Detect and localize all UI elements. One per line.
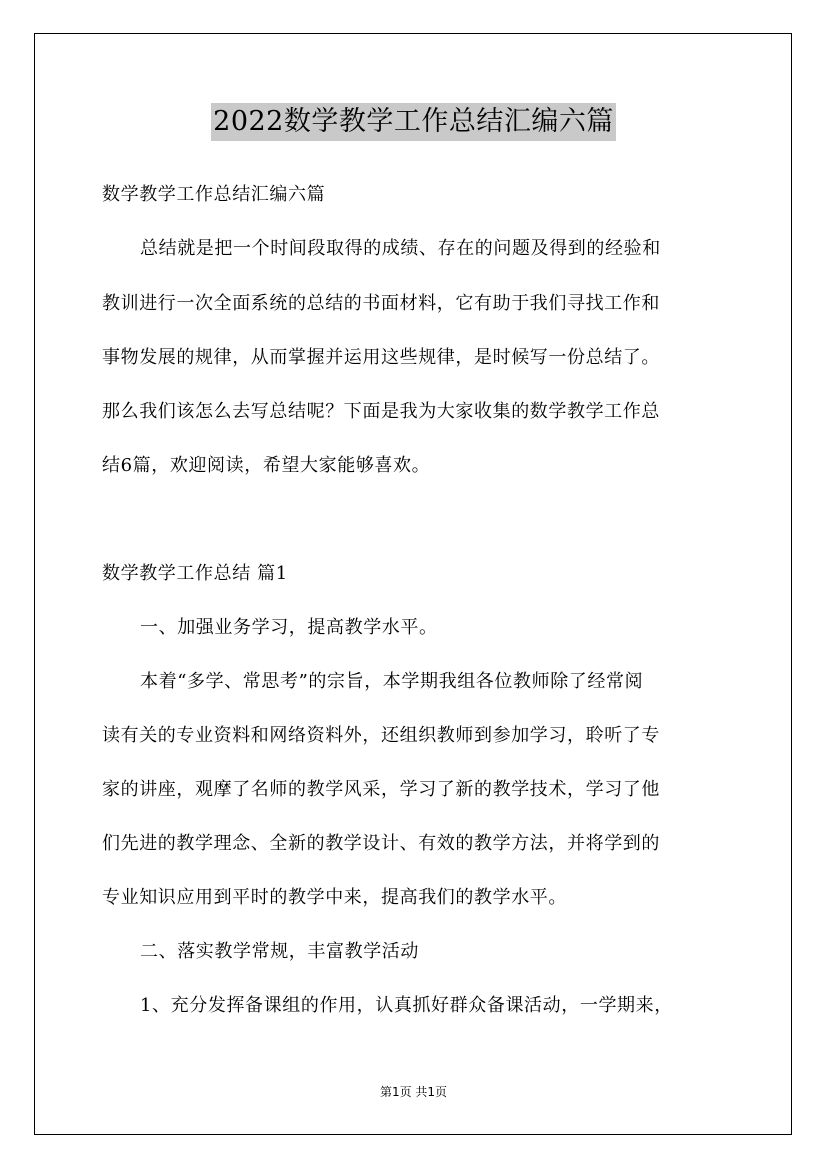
document-subtitle: 数学教学工作总结汇编六篇 [102,184,326,205]
point1-line-1: 本着“多学、常思考”的宗旨，本学期我组各位教师除了经常阅 [140,671,644,692]
intro-line-3: 事物发展的规律，从而掌握并运用这些规律，是时候写一份总结了。 [102,347,660,368]
page-footer: 第1页 共1页 [379,1085,448,1099]
intro-line-2: 教训进行一次全面系统的总结的书面材料，它有助于我们寻找工作和 [102,293,660,314]
point1-line-2: 读有关的专业资料和网络资料外，还组织教师到参加学习，聆听了专 [102,725,660,746]
point2-line-1: 1、充分发挥备课组的作用，认真抓好群众备课活动，一学期来， [140,995,673,1016]
intro-line-5: 结6篇，欢迎阅读，希望大家能够喜欢。 [102,455,431,476]
point1-heading: 一、加强业务学习，提高教学水平。 [140,617,438,638]
intro-line-1: 总结就是把一个时间段取得的成绩、存在的问题及得到的经验和 [140,238,661,259]
point1-line-4: 们先进的教学理念、全新的教学设计、有效的教学方法，并将学到的 [102,833,660,854]
section-heading: 数学教学工作总结 篇1 [102,563,288,584]
point2-heading: 二、落实教学常规，丰富教学活动 [140,941,419,962]
point1-line-5: 专业知识应用到平时的教学中来，提高我们的教学水平。 [102,887,567,908]
point1-line-3: 家的讲座，观摩了名师的教学风采，学习了新的教学技术，学习了他 [102,779,660,800]
document-title: 2022数学教学工作总结汇编六篇 [211,103,616,141]
intro-line-4: 那么我们该怎么去写总结呢？下面是我为大家收集的数学教学工作总 [102,401,660,422]
